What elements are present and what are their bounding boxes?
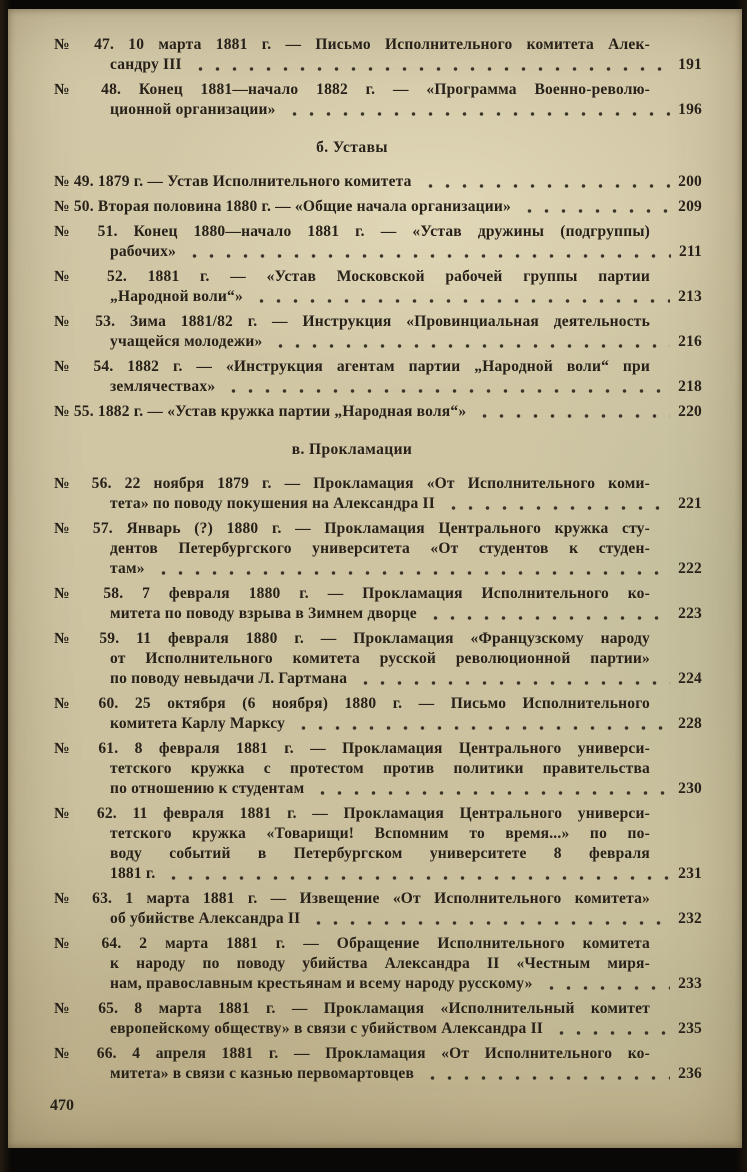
- toc-entry-line: № 61. 8 февраля 1881 г. — Прокламация Центрального универси-: [54, 740, 650, 757]
- section-heading: б. Уставы: [316, 139, 388, 156]
- toc-entry-text: учащейся молодежи»: [110, 333, 263, 350]
- toc-entry-text: ционной организации»: [110, 101, 276, 118]
- toc-body: [54, 35, 702, 1084]
- dot-leader: [155, 559, 670, 579]
- dot-leader: [543, 974, 671, 994]
- toc-entry-line: № 51. Конец 1880—начало 1881 г. — «Устав дружины (подгруппы): [54, 223, 650, 240]
- toc-entry-line: от Исполнительного комитета русской революционной партии»: [110, 650, 650, 667]
- dot-leader: [165, 864, 670, 884]
- page-paper: [8, 9, 742, 1148]
- dot-leader: [521, 197, 670, 217]
- page-folio: 470: [50, 1097, 74, 1114]
- toc-entry-line: № 58. 7 февраля 1880 г. — Прокламация Исполнительного ко-: [54, 585, 650, 602]
- toc-entry: [54, 402, 702, 422]
- toc-entry-line: № 62. 11 февраля 1881 г. — Прокламация Центрального универси-: [54, 805, 650, 822]
- toc-entry: [54, 584, 702, 624]
- toc-entry-page-number: 191: [678, 56, 702, 73]
- toc-entry-line: [110, 669, 702, 689]
- dot-leader: [310, 909, 670, 929]
- toc-entry-page-number: 222: [678, 560, 702, 577]
- toc-entry-line: [110, 714, 702, 734]
- toc-entry: [54, 80, 702, 120]
- toc-entry-line: № 64. 2 марта 1881 г. — Обращение Исполнительного комитета: [54, 935, 650, 952]
- toc-entry-page-number: 209: [678, 198, 702, 215]
- toc-entry-line: № 47. 10 марта 1881 г. — Письмо Исполнительного комитета Алек-: [54, 36, 650, 53]
- toc-entry: [54, 1044, 702, 1084]
- toc-entry-line: № 63. 1 марта 1881 г. — Извещение «От Исполнительного комитета»: [54, 890, 650, 907]
- toc-entry-page-number: 233: [678, 975, 702, 992]
- toc-entry-text: № 55. 1882 г. — «Устав кружка партии „Народная воля“»: [54, 403, 467, 420]
- toc-entry-text: комитета Карлу Марксу: [110, 715, 286, 732]
- toc-entry-line: [110, 909, 702, 929]
- toc-entry-line: [110, 287, 702, 307]
- toc-entry-text: нам, православным крестьянам и всему народу русскому»: [110, 975, 533, 992]
- toc-entry-line: [110, 779, 702, 799]
- dot-leader: [445, 494, 670, 514]
- dot-leader: [192, 55, 670, 75]
- toc-entry: [54, 804, 702, 884]
- dot-leader: [476, 402, 670, 422]
- toc-entry: [54, 172, 702, 192]
- toc-entry-line: № 48. Конец 1881—начало 1882 г. — «Программа Военно-револю-: [54, 81, 650, 98]
- toc-entry: [54, 739, 702, 799]
- toc-entry-text: сандру III: [110, 56, 182, 73]
- toc-entry-page-number: 196: [678, 101, 702, 118]
- toc-entry-page-number: 221: [678, 495, 702, 512]
- toc-entry-line: № 56. 22 ноября 1879 г. — Прокламация «От Исполнительного коми-: [54, 475, 650, 492]
- toc-entry-text: № 49. 1879 г. — Устав Исполнительного комитета: [54, 173, 412, 190]
- toc-entry-text: № 50. Вторая половина 1880 г. — «Общие начала организации»: [54, 198, 511, 215]
- toc-entry-line: [110, 604, 702, 624]
- toc-entry-page-number: 216: [678, 333, 702, 350]
- toc-entry-page-number: 230: [678, 780, 702, 797]
- toc-entry-text: по отношению к студентам: [110, 780, 305, 797]
- toc-entry-text: „Народной воли“»: [110, 288, 243, 305]
- toc-entry-text: по поводу невыдачи Л. Гартмана: [110, 670, 348, 687]
- toc-entry-line: [110, 100, 702, 120]
- toc-entry: [54, 519, 702, 579]
- dot-leader: [253, 287, 670, 307]
- toc-entry: [54, 357, 702, 397]
- toc-entry-page-number: 223: [678, 605, 702, 622]
- toc-entry-line: № 53. Зима 1881/82 г. — Инструкция «Провинциальная деятельность: [54, 313, 650, 330]
- toc-entry-line: [110, 1064, 702, 1084]
- toc-entry: [54, 35, 702, 75]
- dot-leader: [295, 714, 670, 734]
- toc-entry-text: митета» в связи с казнью первомартовцев: [110, 1065, 415, 1082]
- toc-entry-line: № 54. 1882 г. — «Инструкция агентам партии „Народной воли“ при: [54, 358, 650, 375]
- dot-leader: [422, 172, 671, 192]
- toc-entry: [54, 474, 702, 514]
- toc-entry: [54, 999, 702, 1039]
- toc-entry-page-number: 224: [678, 670, 702, 687]
- toc-entry-line: [110, 1019, 702, 1039]
- toc-entry-text: митета по поводу взрыва в Зимнем дворце: [110, 605, 417, 622]
- dot-leader: [286, 100, 671, 120]
- toc-entry-page-number: 213: [678, 288, 702, 305]
- toc-entry-page-number: 232: [678, 910, 702, 927]
- toc-entry-line: [110, 974, 702, 994]
- toc-entry-page-number: 218: [678, 378, 702, 395]
- toc-entry-page-number: 211: [679, 243, 702, 260]
- dot-leader: [357, 669, 670, 689]
- toc-entry-line: № 66. 4 апреля 1881 г. — Прокламация «От Исполнительного ко-: [54, 1045, 650, 1062]
- section-heading: в. Прокламации: [291, 441, 413, 458]
- toc-entry-line: [54, 172, 702, 192]
- toc-entry: [54, 312, 702, 352]
- toc-entry-text: тета» по поводу покушения на Александра II: [110, 495, 435, 512]
- toc-entry-page-number: 236: [678, 1065, 702, 1082]
- toc-entry: [54, 267, 702, 307]
- toc-entry-page-number: 235: [678, 1020, 702, 1037]
- toc-entry-line: [110, 864, 702, 884]
- toc-entry-line: № 57. Январь (?) 1880 г. — Прокламация Центрального кружка сту-: [54, 520, 650, 537]
- toc-entry-line: № 65. 8 марта 1881 г. — Прокламация «Исполнительный комитет: [54, 1000, 650, 1017]
- toc-entry-line: [110, 494, 702, 514]
- toc-entry-line: [110, 559, 702, 579]
- toc-entry-line: тетского кружка «Товарищи! Вспомним то время...» по по-: [110, 825, 650, 842]
- toc-entry-line: [54, 197, 702, 217]
- toc-entry-text: там»: [110, 560, 145, 577]
- toc: [8, 9, 742, 1116]
- toc-entry-line: [110, 377, 702, 397]
- toc-entry-line: к народу по поводу убийства Александра II «Честным миря-: [110, 955, 650, 972]
- toc-entry: [54, 934, 702, 994]
- dot-leader: [424, 1064, 670, 1084]
- toc-entry-text: землячествах»: [110, 378, 216, 395]
- toc-entry-line: № 60. 25 октября (6 ноября) 1880 г. — Письмо Исполнительного: [54, 695, 650, 712]
- toc-entry-line: № 59. 11 февраля 1880 г. — Прокламация «Французскому народу: [54, 630, 650, 647]
- toc-entry-text: европейскому обществу» в связи с убийством Александра II: [110, 1020, 544, 1037]
- toc-entry: [54, 889, 702, 929]
- toc-entry: [54, 694, 702, 734]
- toc-entry-line: [110, 242, 702, 262]
- toc-entry-line: воду событий в Петербургском университете 8 февраля: [110, 845, 650, 862]
- toc-entry-line: № 52. 1881 г. — «Устав Московской рабочей группы партии: [54, 268, 650, 285]
- toc-entry-line: дентов Петербургского университета «От студентов к студен-: [110, 540, 650, 557]
- dot-leader: [272, 332, 670, 352]
- toc-entry-line: [54, 402, 702, 422]
- toc-entry-line: [110, 55, 702, 75]
- toc-entry-page-number: 220: [678, 403, 702, 420]
- dot-leader: [186, 242, 671, 262]
- toc-entry: [54, 197, 702, 217]
- dot-leader: [314, 779, 670, 799]
- toc-entry: [54, 629, 702, 689]
- toc-entry: [54, 222, 702, 262]
- toc-entry-text: об убийстве Александра II: [110, 910, 301, 927]
- dot-leader: [553, 1019, 670, 1039]
- toc-entry-line: тетского кружка с протестом против политики правительства: [110, 760, 650, 777]
- dot-leader: [427, 604, 670, 624]
- toc-entry-page-number: 228: [678, 715, 702, 732]
- dot-leader: [225, 377, 670, 397]
- toc-entry-line: [110, 332, 702, 352]
- toc-entry-page-number: 231: [678, 865, 702, 882]
- toc-entry-text: 1881 г.: [110, 865, 156, 882]
- toc-entry-page-number: 200: [678, 173, 702, 190]
- toc-entry-text: рабочих»: [110, 243, 177, 260]
